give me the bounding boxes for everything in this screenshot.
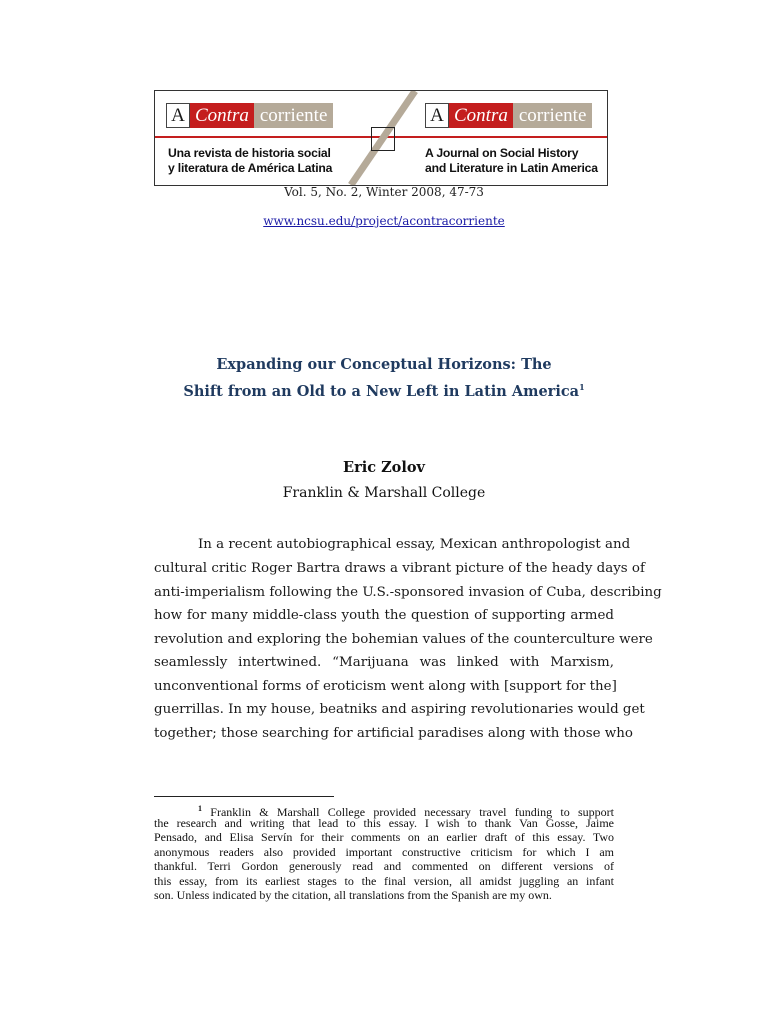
article-title-line2-text: Shift from an Old to a New Left in Latin America <box>183 382 580 400</box>
logo-corriente: corriente <box>254 103 334 128</box>
body-line: In a recent autobiographical essay, Mexican anthropologist and <box>198 537 631 552</box>
logo-contra: Contra <box>190 103 254 128</box>
journal-url-link[interactable]: www.ncsu.edu/project/acontracorriente <box>263 214 505 228</box>
subtitle-english-line2: and Literature in Latin America <box>425 161 598 175</box>
logo-contra: Contra <box>449 103 513 128</box>
footnote-separator <box>154 796 334 797</box>
footnote-line: anonymous readers also provided important constructive criticism for which I am <box>154 845 614 859</box>
body-line: revolution and exploring the bohemian values of the counterculture were <box>154 632 653 647</box>
author-name: Eric Zolov <box>343 459 425 476</box>
body-line: anti-imperialism following the U.S.-sponsored invasion of Cuba, describing <box>154 585 662 600</box>
logo-spanish <box>166 103 333 128</box>
subtitle-spanish-line2: y literatura de América Latina <box>168 161 333 175</box>
article-title-line2 <box>0 382 768 400</box>
footnote-line: this essay, from its earliest stages to the final version, all amidst juggling an infant <box>154 874 614 888</box>
title-footnote-marker[interactable]: 1 <box>579 382 585 392</box>
body-line: how for many middle-class youth the question of supporting armed <box>154 608 614 623</box>
logo-english <box>425 103 592 128</box>
body-line: together; those searching for artificial paradises along with those who <box>154 726 633 741</box>
body-line: cultural critic Roger Bartra draws a vibrant picture of the heady days of <box>154 561 645 576</box>
footnote-line: Pensado, and Elisa Servín for their comments on an earlier draft of this essay. Two <box>154 830 614 844</box>
logo-a: A <box>166 103 190 128</box>
author-affiliation: Franklin & Marshall College <box>282 485 486 501</box>
citation-line: Vol. 5, No. 2, Winter 2008, 47-73 <box>284 185 484 199</box>
footnote-line-text: Franklin & Marshall College provided necessary travel funding to support <box>210 805 614 819</box>
footnote-marker: 1 <box>198 804 202 813</box>
masthead-box <box>371 127 395 151</box>
body-line: guerrillas. In my house, beatniks and aspiring revolutionaries would get <box>154 702 645 717</box>
logo-a: A <box>425 103 449 128</box>
subtitle-spanish <box>168 146 332 176</box>
footnote-line: the research and writing that lead to this essay. I wish to thank Van Gosse, Jaime <box>154 816 614 830</box>
subtitle-english-line1: A Journal on Social History <box>425 146 579 160</box>
journal-masthead <box>154 90 608 186</box>
subtitle-english <box>425 146 598 176</box>
logo-corriente: corriente <box>513 103 593 128</box>
subtitle-spanish-line1: Una revista de historia social <box>168 146 331 160</box>
footnote-line: son. Unless indicated by the citation, all translations from the Spanish are my own. <box>154 888 552 902</box>
article-title-line1: Expanding our Conceptual Horizons: The <box>216 356 552 373</box>
footnote-line: thankful. Terri Gordon generously read and commented on different versions of <box>154 859 614 873</box>
body-line: seamlessly intertwined. “Marijuana was linked with Marxism, <box>154 655 614 670</box>
body-line: unconventional forms of eroticism went along with [support for the] <box>154 679 617 694</box>
